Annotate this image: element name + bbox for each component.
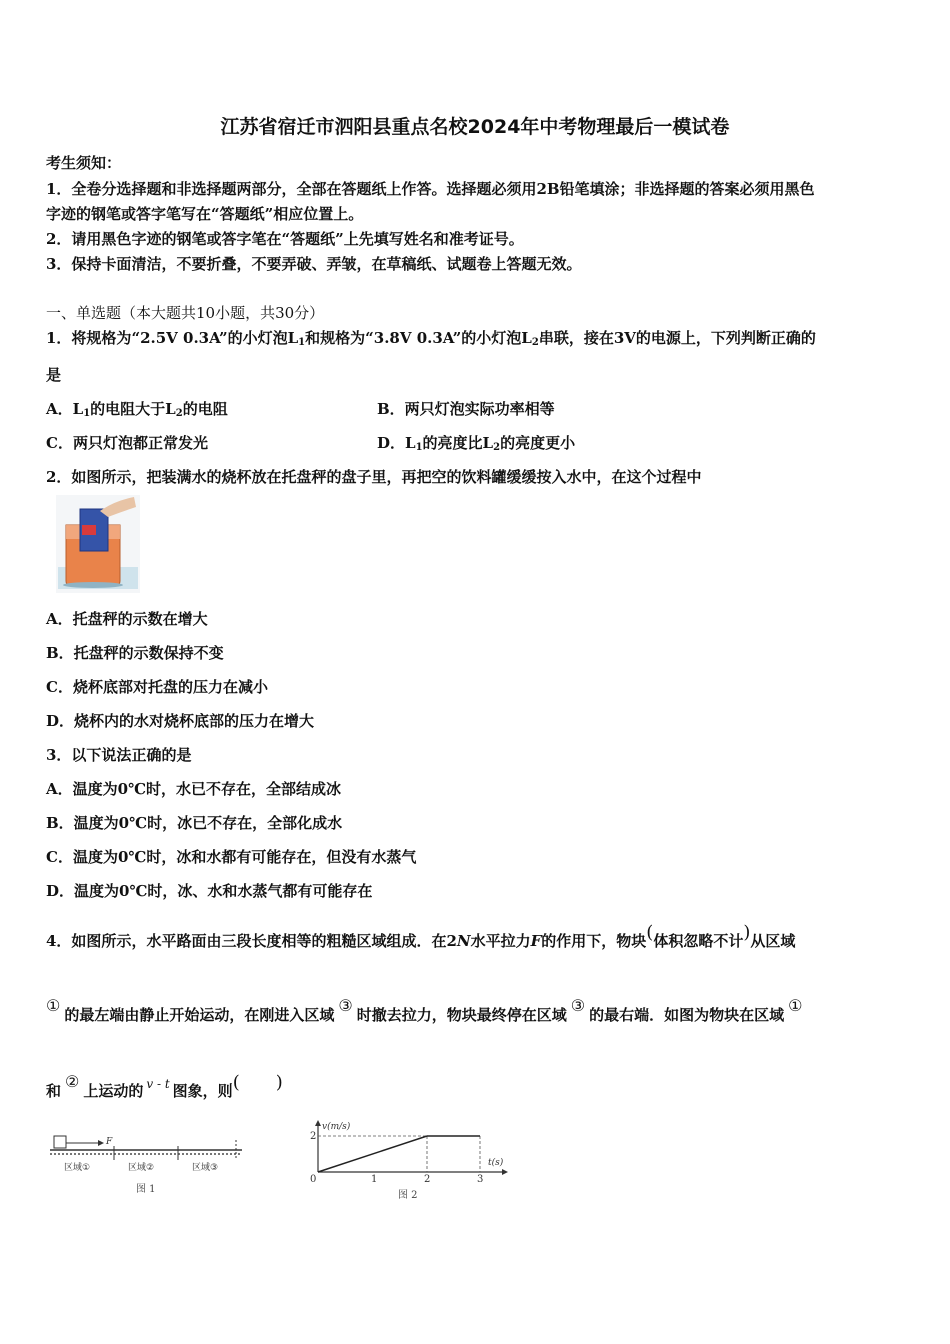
force-arrow-head bbox=[98, 1140, 104, 1146]
x-axis-label: t(s) bbox=[488, 1158, 504, 1168]
q4-stem-line3: 和 ② 上运动的 $^{v - t}$ 图象，则( ) bbox=[46, 1072, 283, 1100]
q1-option-d[interactable]: D．$L_1$的亮度比$L_2$的亮度更小 bbox=[377, 434, 576, 453]
y-axis-label: v(m/s) bbox=[322, 1122, 351, 1132]
q4-stem-line2: ① 的最左端由静止开始运动，在刚进入区域 ③ 时撤去拉力，物块最终停在区域 ③ 的最右端．如图为物块在区域 ① bbox=[46, 996, 803, 1024]
q2-option-a[interactable]: A．托盘秤的示数在增大 bbox=[46, 610, 208, 628]
q3-option-a[interactable]: A．温度为0℃时，水已不存在，全部结成冰 bbox=[46, 780, 342, 798]
region-3-label: 区域③ bbox=[192, 1163, 219, 1173]
q1-stem-line2: 是 bbox=[46, 366, 62, 384]
q2-option-d[interactable]: D．烧杯内的水对烧杯底部的压力在增大 bbox=[46, 712, 315, 730]
section-heading: 一、单选题（本大题共10小题，共30分） bbox=[46, 304, 325, 322]
figure-1-road-diagram bbox=[46, 1130, 246, 1202]
notice-line-3: 3．保持卡面清洁，不要折叠，不要弄破、弄皱，在草稿纸、试题卷上答题无效。 bbox=[46, 255, 582, 273]
q3-option-c[interactable]: C．温度为0℃时，冰和水都有可能存在，但没有水蒸气 bbox=[46, 848, 417, 866]
figure-1-caption: 图 1 bbox=[136, 1184, 156, 1195]
q2-stem: 2．如图所示，把装满水的烧杯放在托盘秤的盘子里，再把空的饮料罐缓缓按入水中，在这个过程中 bbox=[46, 468, 702, 486]
q2-option-c[interactable]: C．烧杯底部对托盘的压力在减小 bbox=[46, 678, 268, 696]
q1-option-b[interactable]: B．两只灯泡实际功率相等 bbox=[377, 400, 555, 418]
y-axis-arrow bbox=[315, 1120, 321, 1126]
q1-option-a[interactable]: A．$L_1$的电阻大于$L_2$的电阻 bbox=[46, 400, 228, 419]
notice-line-1a: 1．全卷分选择题和非选择题两部分，全部在答题纸上作答。选择题必须用2B铅笔填涂；非选择题的答案必须用黑色 bbox=[46, 180, 815, 198]
origin-label: 0 bbox=[310, 1174, 317, 1185]
y-tick-2: 2 bbox=[310, 1131, 317, 1142]
page-title: 江苏省宿迁市泗阳县重点名校2024年中考物理最后一模试卷 bbox=[220, 116, 730, 138]
velocity-line-accel bbox=[318, 1136, 427, 1172]
block bbox=[54, 1136, 66, 1148]
x-tick-3: 3 bbox=[477, 1174, 484, 1185]
notice-line-2: 2．请用黑色字迹的钢笔或答字笔在“答题纸”上先填写姓名和准考证号。 bbox=[46, 230, 524, 248]
region-1-label: 区域① bbox=[64, 1163, 91, 1173]
notice-line-1b: 字迹的钢笔或答字笔写在“答题纸”相应位置上。 bbox=[46, 205, 364, 223]
q3-option-b[interactable]: B．温度为0℃时，冰已不存在，全部化成水 bbox=[46, 814, 343, 832]
force-label: F bbox=[106, 1137, 113, 1147]
q1-option-c[interactable]: C．两只灯泡都正常发光 bbox=[46, 434, 208, 452]
x-tick-1: 1 bbox=[371, 1174, 378, 1185]
q2-option-b[interactable]: B．托盘秤的示数保持不变 bbox=[46, 644, 224, 662]
q3-stem: 3．以下说法正确的是 bbox=[46, 746, 192, 764]
figure-2-vt-graph bbox=[300, 1118, 520, 1204]
q1-stem: 1．将规格为“2.5V 0.3A”的小灯泡$L_1$和规格为“3.8V 0.3A”的小灯泡$L_2$串联，接在3V的电源上，下列判断正确的 bbox=[46, 329, 816, 348]
beaker-can-photo bbox=[56, 495, 140, 593]
notice-heading: 考生须知： bbox=[46, 154, 122, 172]
x-axis-arrow bbox=[502, 1169, 508, 1175]
region-2-label: 区域② bbox=[128, 1163, 155, 1173]
q3-option-d[interactable]: D．温度为0℃时，冰、水和水蒸气都有可能存在 bbox=[46, 882, 373, 900]
q4-stem-line1: 4．如图所示，水平路面由三段长度相等的粗糙区域组成．在2N水平拉力F的作用下，物块(体积忽略不计)从区域 bbox=[46, 922, 796, 950]
x-tick-2: 2 bbox=[424, 1174, 431, 1185]
figure-2-caption: 图 2 bbox=[398, 1190, 418, 1201]
